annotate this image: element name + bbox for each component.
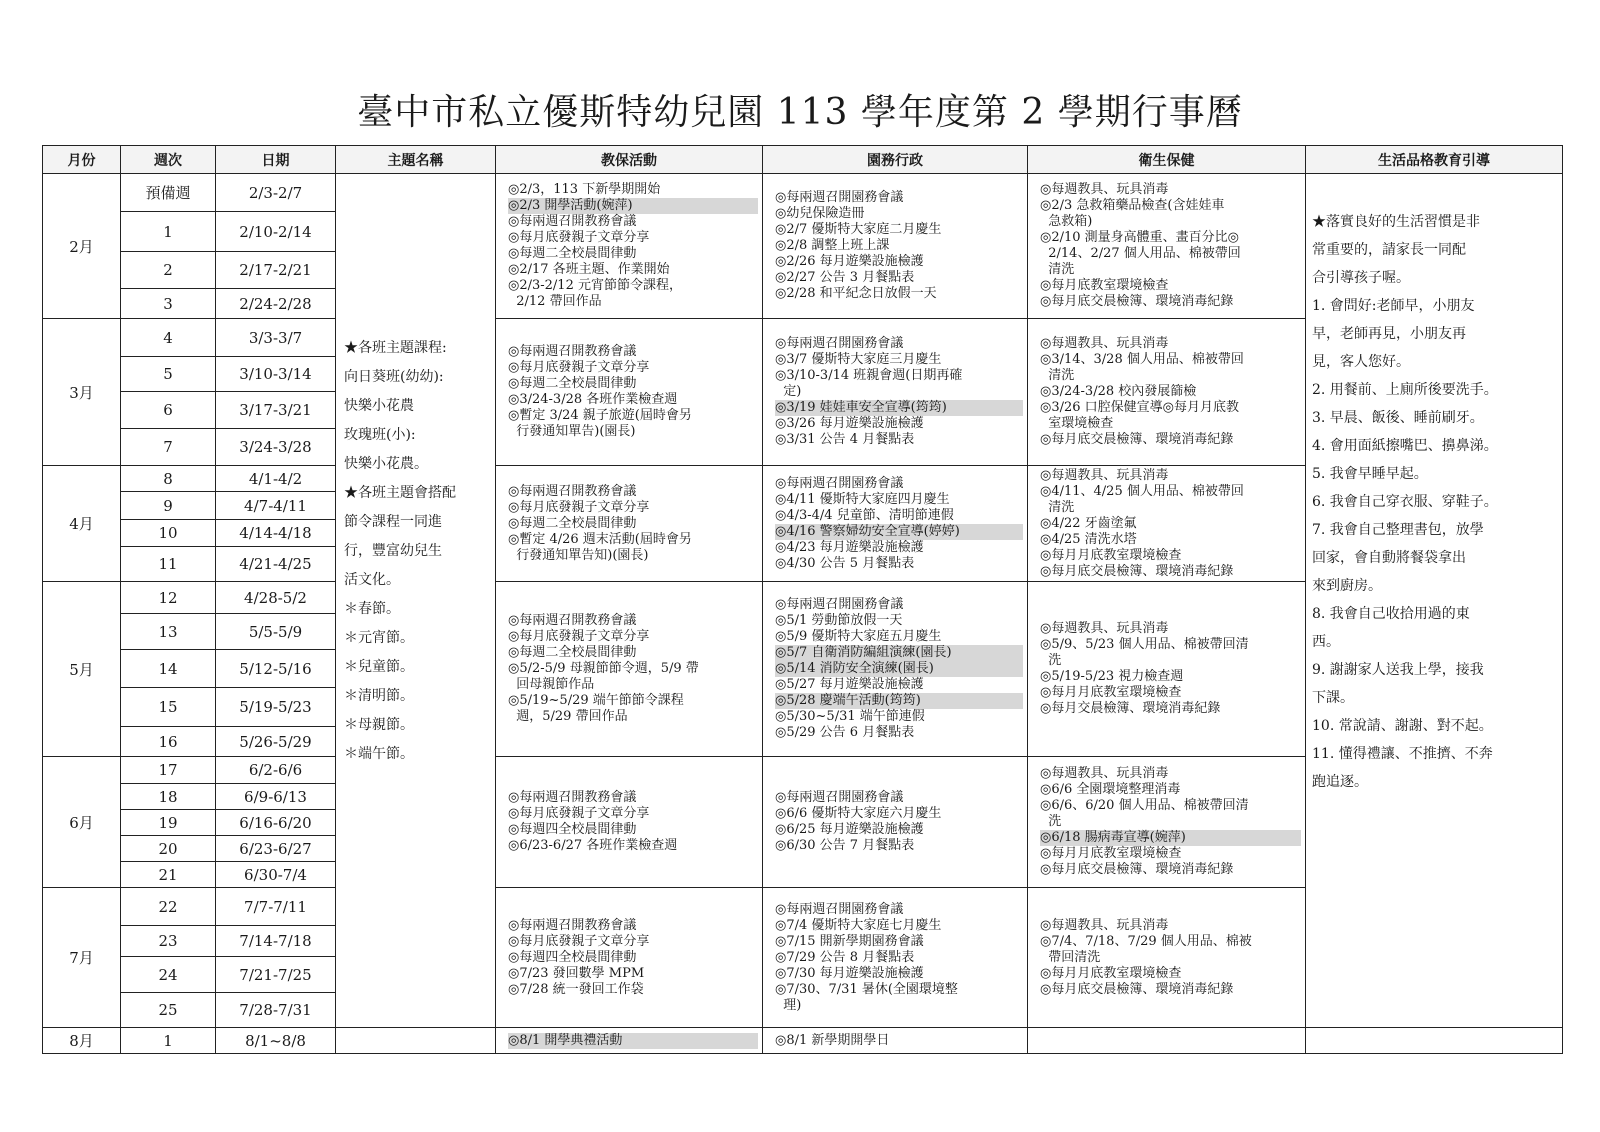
week-date: 4/28-5/2 [216,582,336,614]
list-item: ◎5/29 公告 6 月餐點表 [775,725,915,740]
guide-line: 2. 用餐前、上廁所後要洗手。 [1312,382,1498,398]
list-item: ◎4/3-4/4 兒童節、清明節連假 [775,507,954,523]
week-number: 3 [121,289,216,319]
month-cell: 8月 [43,1028,121,1054]
list-item: ◎4/25 清洗水塔 [1040,531,1137,547]
list-item: ◎4/16 警察婦幼安全宣導(婷婷) [775,524,1023,540]
list-item: ◎7/30 每月遊樂設施檢護 [775,965,924,981]
list-item: ◎2/7 優斯特大家庭二月慶生 [775,222,942,237]
theme-line: ★各班主題課程: [344,340,447,356]
header-education: 教保活動 [496,146,763,174]
week-number: 預備週 [121,174,216,212]
list-item: ◎5/19~5/29 端午節節令課程 [508,693,684,708]
guide-line: 4. 會用面紙擦嘴巴、擤鼻涕。 [1312,438,1498,454]
list-item: ◎每月交晨檢簿、環境消毒紀錄 [1040,701,1221,716]
theme-line: 快樂小花農。 [344,456,428,472]
week-number: 20 [121,836,216,862]
list-item: ◎5/9 優斯特大家庭五月慶生 [775,629,942,644]
list-item: 帶回清洗 [1040,949,1101,965]
week-date: 2/17-2/21 [216,252,336,289]
list-item: ◎5/1 勞動節放假一天 [775,613,903,628]
theme-line: 節令課程一同進 [344,514,442,530]
table-row [43,1028,1563,1054]
theme-line: 活文化。 [344,572,400,588]
list-item: 2/12 帶回作品 [508,294,602,309]
list-item: ◎4/11 優斯特大家庭四月慶生 [775,491,950,507]
list-item: ◎6/30 公告 7 月餐點表 [775,838,915,853]
list-item: ◎4/11、4/25 個人用品、棉被帶回 [1040,483,1244,499]
administration-cell [763,466,1028,582]
health-cell [1028,888,1306,1028]
guide-line: 早，老師再見，小朋友再 [1312,326,1466,342]
list-item: ◎5/19-5/23 視力檢查週 [1040,669,1184,684]
header-week: 週次 [121,146,216,174]
list-item: ◎3/10-3/14 班親會週(日期再確 [775,368,963,383]
week-date: 3/3-3/7 [216,319,336,357]
guide-line: 7. 我會自己整理書包，放學 [1312,522,1484,538]
week-number: 17 [121,757,216,784]
list-item: ◎每兩週召開園務會議 [775,336,904,351]
week-date: 7/7-7/11 [216,888,336,926]
week-number: 23 [121,926,216,957]
week-number: 12 [121,582,216,614]
list-item: ◎2/3 開學活動(婉萍) [508,198,758,214]
theme-line: ＊春節。 [344,601,400,617]
week-date: 4/14-4/18 [216,520,336,547]
list-item: ◎2/10 測量身高體重、畫百分比◎ [1040,230,1240,245]
list-item: ◎4/23 每月遊樂設施檢護 [775,539,924,555]
administration-cell [763,174,1028,319]
list-item: ◎每週教具、玩具消毒 [1040,621,1169,636]
header-row [43,146,1563,174]
header-theme: 主題名稱 [336,146,496,174]
month-cell: 2月 [43,174,121,319]
week-date: 5/19-5/23 [216,688,336,727]
theme-line: 行，豐富幼兒生 [344,543,442,559]
list-item: ◎每兩週召開教務會議 [508,613,637,628]
list-item: 清洗 [1040,499,1075,515]
theme-line: ＊兒童節。 [344,659,414,675]
list-item: 洗 [1040,814,1062,829]
education-cell [496,888,763,1028]
week-number: 5 [121,357,216,392]
list-item: ◎每週二全校晨間律動 [508,515,637,531]
week-number: 11 [121,547,216,582]
list-item: ◎6/18 腸病毒宣導(婉萍) [1040,830,1301,846]
list-item: ◎6/25 每月遊樂設施檢護 [775,822,924,837]
health-cell [1028,582,1306,757]
guide-line: 跑追逐。 [1312,774,1368,790]
week-number: 1 [121,1028,216,1054]
week-date: 4/21-4/25 [216,547,336,582]
list-item: ◎2/3-2/12 元宵節節令課程， [508,278,682,293]
list-item: ◎2/3 急救箱藥品檢查(含娃娃車 [1040,198,1225,213]
character-guide-cell [1306,174,1563,1028]
week-number: 9 [121,492,216,520]
list-item: ◎每月底發親子文章分享 [508,230,650,245]
week-date: 2/3-2/7 [216,174,336,212]
header-administration: 園務行政 [763,146,1028,174]
list-item: ◎每兩週召開園務會議 [775,190,904,205]
list-item: 清洗 [1040,262,1075,277]
week-number: 25 [121,993,216,1028]
week-date: 5/5-5/9 [216,614,336,650]
list-item: 定) [775,384,802,399]
header-health: 衛生保健 [1028,146,1306,174]
month-cell: 3月 [43,319,121,466]
week-date: 5/12-5/16 [216,650,336,688]
list-item: ◎7/28 統一發回工作袋 [508,981,644,997]
list-item: ◎5/9、5/23 個人用品、棉被帶回清 [1040,637,1249,652]
health-cell [1028,757,1306,888]
list-item: ◎每週四全校晨間律動 [508,822,637,837]
list-item: ◎每兩週召開園務會議 [775,475,904,491]
list-item: ◎3/7 優斯特大家庭三月慶生 [775,352,942,367]
list-item: ◎5/28 慶端午活動(筠筠) [775,693,1023,709]
list-item: ◎4/22 牙齒塗氟 [1040,515,1137,531]
list-item: ◎7/30、7/31 暑休(全園環境整 [775,981,958,997]
theme-cell-empty [336,1028,496,1054]
list-item: ◎幼兒保險造冊 [775,206,865,221]
week-date: 7/28-7/31 [216,993,336,1028]
week-date: 4/1-4/2 [216,466,336,492]
list-item: ◎每兩週召開教務會議 [508,917,637,933]
list-item: 清洗 [1040,368,1075,383]
header-date: 日期 [216,146,336,174]
guide-line: 10. 常說請、謝謝、對不起。 [1312,718,1493,734]
list-item: ◎3/19 娃娃車安全宣導(筠筠) [775,400,1023,416]
list-item: ◎每月底發親子文章分享 [508,933,650,949]
theme-line: ＊母親節。 [344,717,414,733]
list-item: ◎6/6 優斯特大家庭六月慶生 [775,806,942,821]
list-item: ◎暫定 4/26 週末活動(屆時會另 [508,531,692,547]
week-date: 7/21-7/25 [216,957,336,993]
list-item: ◎每月月底教室環境檢查 [1040,846,1182,861]
list-item: ◎6/6 全園環境整理消毒 [1040,782,1181,797]
guide-line: 6. 我會自己穿衣服、穿鞋子。 [1312,494,1498,510]
list-item: ◎每月底發親子文章分享 [508,629,650,644]
list-item: ◎每月底發親子文章分享 [508,499,650,515]
health-cell [1028,1028,1306,1054]
list-item: ◎每月底教室環境檢查 [1040,278,1169,293]
month-cell: 4月 [43,466,121,582]
list-item: ◎每週二全校晨間律動 [508,246,637,261]
list-item: ◎7/4 優斯特大家庭七月慶生 [775,917,942,933]
list-item: ◎7/15 開新學期園務會議 [775,933,924,949]
education-cell [496,582,763,757]
list-item: ◎5/27 每月遊樂設施檢護 [775,677,924,692]
list-item: ◎暫定 3/24 親子旅遊(屆時會另 [508,408,692,423]
theme-line: 向日葵班(幼幼): [344,369,444,385]
list-item: ◎8/1 開學典禮活動 [508,1033,758,1049]
list-item: ◎每週二全校晨間律動 [508,376,637,391]
week-number: 6 [121,392,216,429]
week-date: 8/1~8/8 [216,1028,336,1054]
week-date: 7/14-7/18 [216,926,336,957]
list-item: ◎每週教具、玩具消毒 [1040,766,1169,781]
guide-line: 合引導孩子喔。 [1312,270,1410,286]
list-item: 週，5/29 帶回作品 [508,709,628,724]
list-item: 洗 [1040,653,1062,668]
week-number: 7 [121,429,216,466]
list-item: ◎每週教具、玩具消毒 [1040,917,1169,933]
guide-line: 9. 謝謝家人送我上學，接我 [1312,662,1484,678]
list-item: 理) [775,997,802,1013]
guide-line: 11. 懂得禮讓、不推擠、不奔 [1312,746,1493,762]
list-item: ◎3/24-3/28 校內發展篩檢 [1040,384,1197,399]
education-cell [496,466,763,582]
education-cell [496,757,763,888]
list-item: ◎3/14、3/28 個人用品、棉被帶回 [1040,352,1244,367]
list-item: ◎每月底交晨檢簿、環境消毒紀錄 [1040,432,1234,447]
list-item: ◎每月底發親子文章分享 [508,360,650,375]
list-item: ◎3/31 公告 4 月餐點表 [775,432,915,447]
list-item: ◎每月月底教室環境檢查 [1040,547,1182,563]
guide-line: 5. 我會早睡早起。 [1312,466,1428,482]
list-item: 行發通知單告知)(園長) [508,547,649,563]
month-cell: 5月 [43,582,121,757]
list-item: ◎每月底交晨檢簿、環境消毒紀錄 [1040,981,1234,997]
week-number: 24 [121,957,216,993]
list-item: ◎7/23 發回數學 MPM [508,965,645,981]
calendar-table [42,145,1563,1054]
week-number: 4 [121,319,216,357]
list-item: ◎每兩週召開園務會議 [775,901,904,917]
list-item: ◎2/3，113 下新學期開始 [508,182,661,197]
administration-cell [763,582,1028,757]
list-item: ◎2/27 公告 3 月餐點表 [775,270,915,285]
week-date: 6/16-6/20 [216,810,336,836]
week-date: 2/10-2/14 [216,212,336,252]
health-cell [1028,466,1306,582]
list-item: ◎5/30~5/31 端午節連假 [775,709,925,724]
week-date: 4/7-4/11 [216,492,336,520]
health-cell [1028,319,1306,466]
theme-line: ★各班主題會搭配 [344,485,456,501]
week-number: 14 [121,650,216,688]
list-item: ◎8/1 新學期開學日 [775,1032,890,1048]
list-item: ◎每月月底教室環境檢查 [1040,965,1182,981]
list-item: ◎3/26 口腔保健宣導◎每月月底教 [1040,400,1240,415]
week-number: 22 [121,888,216,926]
week-number: 2 [121,252,216,289]
guide-cell-empty [1306,1028,1563,1054]
list-item: ◎每兩週召開教務會議 [508,790,637,805]
guide-line: 3. 早晨、飯後、睡前刷牙。 [1312,410,1484,426]
week-number: 10 [121,520,216,547]
week-date: 5/26-5/29 [216,727,336,757]
list-item: ◎每週四全校晨間律動 [508,949,637,965]
list-item: ◎5/14 消防安全演練(園長) [775,661,1023,677]
week-number: 1 [121,212,216,252]
list-item: ◎7/29 公告 8 月餐點表 [775,949,915,965]
month-cell: 7月 [43,888,121,1028]
list-item: ◎6/23-6/27 各班作業檢查週 [508,838,678,853]
list-item: ◎4/30 公告 5 月餐點表 [775,555,915,571]
health-cell [1028,174,1306,319]
week-date: 6/9-6/13 [216,784,336,810]
list-item: ◎2/28 和平紀念日放假一天 [775,286,937,301]
header-month: 月份 [43,146,121,174]
list-item: ◎3/24-3/28 各班作業檢查週 [508,392,678,407]
administration-cell [763,757,1028,888]
education-cell [496,319,763,466]
list-item: ◎每兩週召開教務會議 [508,483,637,499]
week-date: 6/2-6/6 [216,757,336,784]
list-item: 回母親節作品 [508,677,595,692]
list-item: ◎每月底發親子文章分享 [508,806,650,821]
week-number: 16 [121,727,216,757]
week-number: 15 [121,688,216,727]
list-item: ◎每兩週召開教務會議 [508,344,637,359]
list-item: ◎2/8 調整上班上課 [775,238,890,253]
list-item: ◎6/6、6/20 個人用品、棉被帶回清 [1040,798,1249,813]
theme-line: ＊清明節。 [344,688,414,704]
list-item: ◎每月底交晨檢簿、環境消毒紀錄 [1040,294,1234,309]
week-date: 3/10-3/14 [216,357,336,392]
week-date: 3/24-3/28 [216,429,336,466]
education-cell [496,1028,763,1054]
list-item: ◎2/17 各班主題、作業開始 [508,262,670,277]
list-item: ◎3/26 每月遊樂設施檢護 [775,416,924,431]
administration-cell [763,1028,1028,1054]
week-number: 18 [121,784,216,810]
guide-line: 回家，會自動將餐袋拿出 [1312,550,1466,566]
header-character-guide: 生活品格教育引導 [1306,146,1563,174]
list-item: 行發通知單告)(園長) [508,424,636,439]
list-item: ◎每週教具、玩具消毒 [1040,467,1169,483]
guide-line: 常重要的，請家長一同配 [1312,242,1466,258]
week-date: 6/23-6/27 [216,836,336,862]
week-number: 13 [121,614,216,650]
list-item: ◎每月底交晨檢簿、環境消毒紀錄 [1040,862,1234,877]
list-item: ◎每週教具、玩具消毒 [1040,336,1169,351]
list-item: ◎5/7 自衛消防編組演練(園長) [775,645,1023,661]
list-item: ◎2/26 每月遊樂設施檢護 [775,254,924,269]
week-date: 2/24-2/28 [216,289,336,319]
administration-cell [763,319,1028,466]
list-item: ◎5/2-5/9 母親節節令週，5/9 帶 [508,661,699,676]
administration-cell [763,888,1028,1028]
list-item: ◎每週二全校晨間律動 [508,645,637,660]
guide-line: 下課。 [1312,690,1354,706]
month-cell: 6月 [43,757,121,888]
list-item: 室環境檢查 [1040,416,1114,431]
list-item: ◎每週教具、玩具消毒 [1040,182,1169,197]
guide-line: 西。 [1312,634,1340,650]
guide-line: ★落實良好的生活習慣是非 [1312,214,1480,230]
guide-line: 見，客人您好。 [1312,354,1410,370]
guide-line: 8. 我會自己收拾用過的東 [1312,606,1470,622]
guide-line: 1. 會問好:老師早，小朋友 [1312,298,1475,314]
list-item: 2/14、2/27 個人用品、棉被帶回 [1040,246,1241,261]
list-item: 急救箱) [1040,214,1093,229]
list-item: ◎每兩週召開園務會議 [775,790,904,805]
education-cell [496,174,763,319]
list-item: ◎每月月底教室環境檢查 [1040,685,1182,700]
list-item: ◎每兩週召開教務會議 [508,214,637,229]
theme-line: ＊元宵節。 [344,630,414,646]
guide-line: 來到廚房。 [1312,578,1382,594]
list-item: ◎每兩週召開園務會議 [775,597,904,612]
week-date: 6/30-7/4 [216,862,336,888]
page-title: 臺中市私立優斯特幼兒園 113 學年度第 2 學期行事曆 [357,92,1243,133]
week-number: 8 [121,466,216,492]
week-number: 19 [121,810,216,836]
theme-line: ＊端午節。 [344,746,414,762]
week-number: 21 [121,862,216,888]
theme-line: 快樂小花農 [344,398,414,414]
list-item: ◎7/4、7/18、7/29 個人用品、棉被 [1040,933,1252,949]
theme-line: 玫瑰班(小): [344,427,416,443]
list-item: ◎每月底交晨檢簿、環境消毒紀錄 [1040,563,1234,579]
table-row [43,174,1563,212]
theme-cell [336,174,496,1028]
week-date: 3/17-3/21 [216,392,336,429]
